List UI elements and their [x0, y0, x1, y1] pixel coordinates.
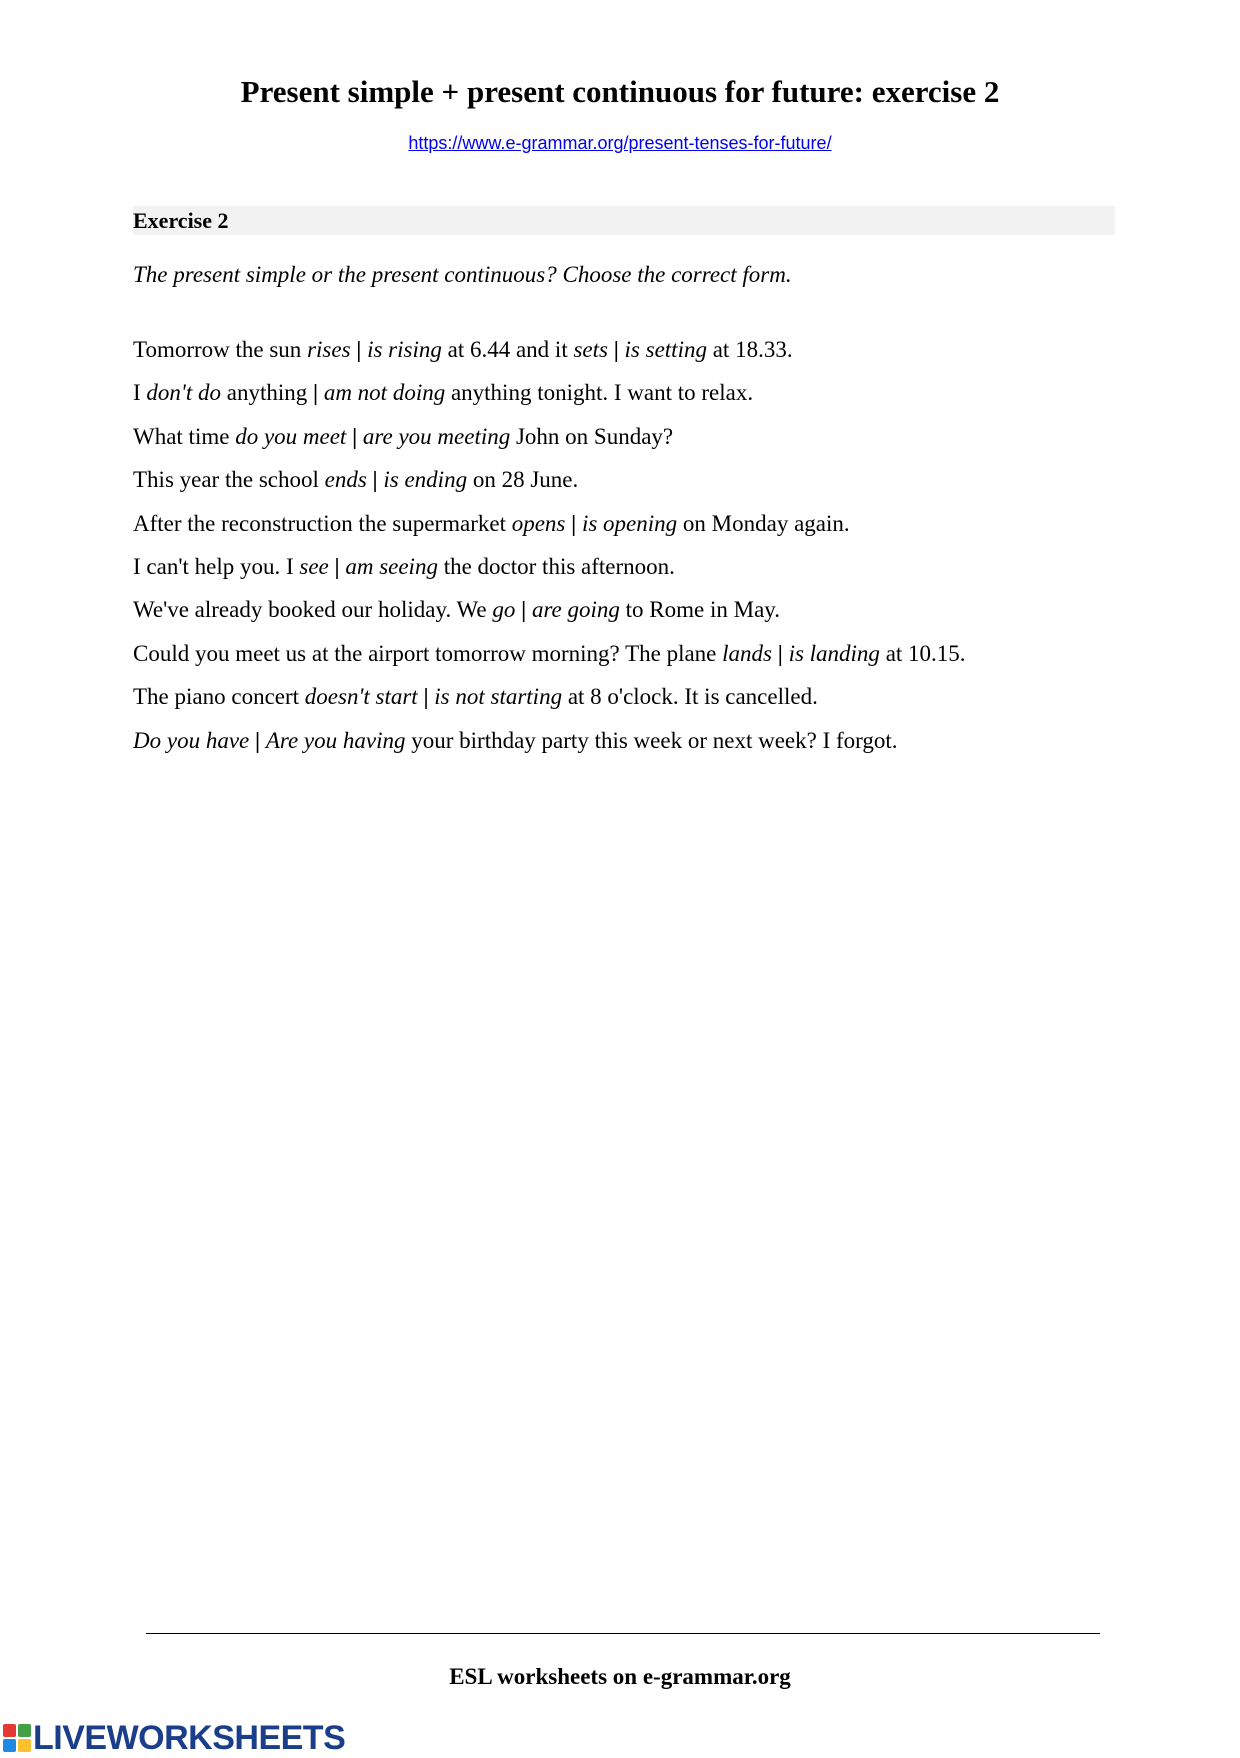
- answer-option[interactable]: see: [299, 553, 329, 579]
- exercise-instruction: The present simple or the present continuous? Choose the correct form.: [133, 262, 792, 287]
- exercise-item: [133, 375, 966, 418]
- answer-option[interactable]: opens: [511, 510, 566, 536]
- option-separator: |: [328, 553, 346, 579]
- option-separator: |: [366, 467, 384, 493]
- option-separator: |: [417, 684, 435, 710]
- sentence-text: Tomorrow the sun: [133, 337, 308, 362]
- answer-option[interactable]: am seeing: [345, 553, 438, 579]
- answer-option[interactable]: go: [492, 597, 516, 623]
- exercise-item: [133, 462, 966, 505]
- sentence-text: the doctor this afternoon.: [437, 553, 675, 579]
- sentence-text: We've already booked our holiday. We: [133, 597, 493, 623]
- answer-option[interactable]: sets: [573, 337, 608, 362]
- option-separator: |: [515, 597, 532, 623]
- answer-option[interactable]: rises: [307, 337, 351, 362]
- option-separator: |: [249, 727, 266, 753]
- liveworksheets-logo: [3, 1718, 346, 1757]
- answer-option[interactable]: do you meet: [235, 423, 347, 449]
- source-link[interactable]: https://www.e-grammar.org/present-tenses-for-future/: [408, 133, 832, 153]
- answer-option[interactable]: doesn't start: [304, 684, 418, 710]
- answer-option[interactable]: are you meeting: [362, 423, 511, 449]
- answer-option[interactable]: is opening: [581, 510, 678, 536]
- footer-text: ESL worksheets on e-grammar.org: [449, 1664, 791, 1689]
- sentence-text: The piano concert: [133, 684, 305, 710]
- answer-option[interactable]: is ending: [383, 467, 468, 493]
- answer-option[interactable]: Are you having: [265, 727, 406, 753]
- answer-option[interactable]: is rising: [367, 337, 442, 362]
- sentence-text: at 8 o'clock. It is cancelled.: [562, 684, 818, 710]
- liveworksheets-wordmark: LIVEWORKSHEETS: [33, 1718, 346, 1757]
- answer-option[interactable]: is not starting: [434, 684, 563, 710]
- sentence-text: to Rome in May.: [619, 597, 781, 623]
- logo-square: [18, 1724, 31, 1737]
- liveworksheets-icon: [3, 1724, 31, 1752]
- exercise-items: [133, 332, 966, 766]
- page-title: Present simple + present continuous for future: exercise 2: [240, 74, 1000, 109]
- sentence-text: I can't help you. I: [133, 553, 300, 579]
- sentence-text: on Monday again.: [677, 510, 850, 536]
- answer-option[interactable]: are going: [531, 597, 620, 623]
- option-separator: |: [346, 423, 363, 449]
- sentence-text: your birthday party this week or next week? I forgot.: [405, 727, 898, 753]
- sentence-text: anything: [220, 380, 313, 406]
- answer-option[interactable]: don't do: [146, 380, 221, 406]
- sentence-text: at 6.44 and it: [441, 337, 574, 362]
- sentence-text: anything tonight. I want to relax.: [445, 380, 754, 406]
- footer-divider: [146, 1633, 1100, 1634]
- answer-option[interactable]: lands: [722, 640, 772, 666]
- option-separator: |: [771, 640, 789, 666]
- exercise-item: [133, 592, 966, 635]
- logo-square: [18, 1739, 31, 1752]
- option-separator: |: [607, 337, 625, 362]
- sentence-text: This year the school: [133, 467, 325, 493]
- exercise-item: [133, 679, 966, 722]
- answer-option[interactable]: Do you have: [133, 727, 250, 753]
- answer-option[interactable]: is landing: [788, 640, 880, 666]
- exercise-item: [133, 636, 966, 679]
- exercise-item: [133, 506, 966, 549]
- answer-option[interactable]: ends: [324, 467, 367, 493]
- logo-square: [3, 1724, 16, 1737]
- sentence-text: at 10.15.: [879, 640, 966, 666]
- logo-square: [3, 1739, 16, 1752]
- answer-option[interactable]: is setting: [624, 337, 707, 362]
- option-separator: |: [350, 337, 368, 362]
- sentence-text: I: [133, 380, 147, 406]
- sentence-text: What time: [133, 423, 236, 449]
- sentence-text: After the reconstruction the supermarket: [133, 510, 512, 536]
- sentence-text: on 28 June.: [467, 467, 579, 493]
- exercise-item: [133, 723, 966, 766]
- sentence-text: Could you meet us at the airport tomorrow morning? The plane: [133, 640, 723, 666]
- sentence-text: at 18.33.: [706, 337, 793, 362]
- exercise-item: [133, 419, 966, 462]
- answer-option[interactable]: am not doing: [323, 380, 446, 406]
- option-separator: |: [312, 380, 324, 406]
- exercise-item: [133, 549, 966, 592]
- sentence-text: John on Sunday?: [510, 423, 674, 449]
- option-separator: |: [565, 510, 582, 536]
- exercise-header: Exercise 2: [133, 206, 1115, 235]
- exercise-item: [133, 332, 966, 375]
